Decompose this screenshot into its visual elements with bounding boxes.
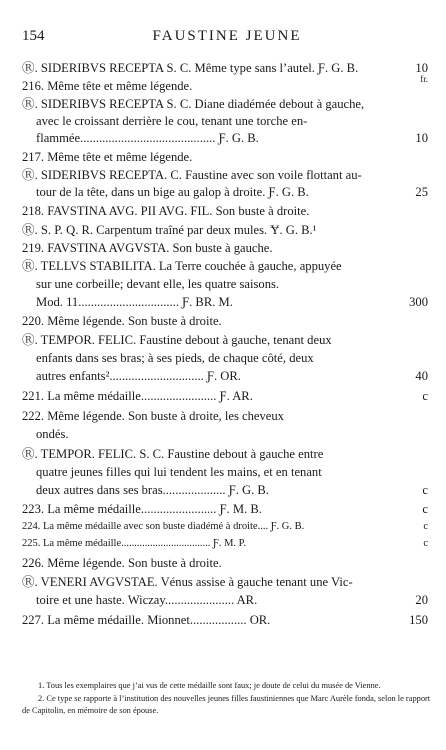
catalogue-line (22, 258, 432, 274)
entry-text: ondés. (36, 427, 69, 441)
entry-text: 219. FAVSTINA AVGVSTA. Son buste à gauche. (22, 241, 273, 255)
catalogue-line (22, 519, 432, 535)
entry-text: Ⓡ. SIDERIBVS RECEPTA. C. Faustine avec son voile flottant au- (22, 168, 362, 182)
catalogue-line (22, 167, 432, 183)
entry-text: deux autres dans ses bras.................... Ƒ. G. B. (36, 483, 269, 497)
catalogue-line (22, 592, 432, 608)
catalogue-line (22, 368, 432, 384)
catalogue-line (22, 78, 432, 94)
catalogue-line (22, 482, 432, 498)
catalogue-line (22, 60, 432, 76)
catalogue-line (22, 536, 432, 552)
price-value: c (422, 483, 428, 497)
catalogue-line (22, 130, 432, 146)
catalogue-line (22, 149, 432, 165)
entry-text: Ⓡ. SIDERIBVS RECEPTA S. C. Diane diadémée debout à gauche, (22, 97, 365, 111)
entry-text: Ⓡ. TEMPOR. FELIC. S. C. Faustine debout à gauche entre (22, 447, 324, 461)
catalogue-line (22, 574, 432, 590)
footnotes (22, 680, 432, 718)
price-value: c (423, 538, 428, 549)
entry-text: Ⓡ. TEMPOR. FELIC. Faustine debout à gauche, tenant deux (22, 333, 332, 347)
catalogue-line (22, 446, 432, 462)
catalogue-line (22, 426, 432, 442)
catalogue-line (22, 408, 432, 424)
catalogue-line (22, 222, 432, 238)
entry-text: toire et une haste. Wiczay...................... AR. (36, 593, 258, 607)
entry-text: autres enfants².............................. Ƒ. OR. (36, 369, 241, 383)
entry-text: 226. Même légende. Son buste à droite. (22, 556, 222, 570)
price-value: 20 (415, 593, 428, 607)
catalogue-line (22, 184, 432, 200)
price-value: c (422, 389, 428, 403)
catalogue-line (22, 113, 432, 129)
price-value: 10 (415, 131, 428, 145)
entry-text: 224. La même médaille avec son buste diadémé à droite.... Ƒ. G. B. (22, 521, 305, 532)
price-value: 300 (409, 295, 428, 309)
entry-text: tour de la tête, dans un bige au galop à droite. Ƒ. G. B. (36, 185, 309, 199)
entry-text: quatre jeunes filles qui lui tendent les mains, et en tenant (36, 465, 322, 479)
price-value: 150 (409, 613, 428, 627)
entry-text: 227. La même médaille. Mionnet.................. OR. (22, 613, 271, 627)
catalogue-line (22, 555, 432, 571)
entry-text: 223. La même médaille........................ Ƒ. M. B. (22, 502, 262, 516)
entry-text: sur une corbeille; devant elle, les quatre saisons. (36, 277, 280, 291)
entry-text: 217. Même tête et même légende. (22, 150, 193, 164)
price-value: 25 (415, 185, 428, 199)
entry-text: flammée........................................... Ƒ. G. B. (36, 131, 259, 145)
running-title: FAUSTINE JEUNE (152, 28, 302, 44)
entry-text: 221. La même médaille........................ Ƒ. AR. (22, 389, 253, 403)
entry-text: Mod. 11................................ Ƒ. BR. M. (36, 295, 233, 309)
catalogue-line (22, 276, 432, 292)
footnote: 2. Ce type se rapporte à l’institution des nouvelles jeunes filles faustiniennes que Marc Aurèle fonda, selon le rapport de Capitolin, en mémoire de son épouse. (22, 693, 431, 716)
entry-text: 218. FAVSTINA AVG. PII AVG. FIL. Son buste à droite. (22, 204, 310, 218)
catalogue-line (22, 501, 432, 517)
catalogue-line (22, 240, 432, 256)
entry-text: 220. Même légende. Son buste à droite. (22, 314, 222, 328)
entry-text: enfants dans ses bras; à ses pieds, de chaque côté, deux (36, 351, 314, 365)
price-column-label: fr. (420, 74, 428, 84)
footnote: 1. Tous les exemplaires que j’ai vus de cette médaille sont faux; je doute de celui du musée de Vienne. (38, 681, 381, 690)
catalogue-line (22, 612, 432, 628)
entry-text: Ⓡ. TELLVS STABILITA. La Terre couchée à gauche, appuyée (22, 259, 342, 273)
catalogue-line (22, 350, 432, 366)
catalogue-line (22, 388, 432, 404)
entry-text: Ⓡ. S. P. Q. R. Carpentum traîné par deux mules. Ɏ. G. B.¹ (22, 223, 317, 237)
catalogue-line (22, 313, 432, 329)
price-value: 10 (415, 61, 428, 75)
page-number: 154 (22, 28, 45, 44)
catalogue-line (22, 332, 432, 348)
price-value: 40 (415, 369, 428, 383)
catalogue-line (22, 294, 432, 310)
entry-text: Ⓡ. VENERI AVGVSTAE. Vénus assise à gauche tenant une Vic- (22, 575, 353, 589)
price-value: c (422, 502, 428, 516)
entry-text: 216. Même tête et même légende. (22, 79, 193, 93)
price-value: c (423, 521, 428, 532)
entry-text: 222. Même légende. Son buste à droite, les cheveux (22, 409, 284, 423)
entry-text: Ⓡ. SIDERIBVS RECEPTA S. C. Même type sans l’autel. Ƒ. G. B. (22, 61, 359, 75)
catalogue-line (22, 464, 432, 480)
entry-text: avec le croissant derrière le cou, tenant une torche en- (36, 114, 308, 128)
catalogue-line (22, 203, 432, 219)
catalogue-line (22, 96, 432, 112)
entry-text: 225. La même médaille.................................. Ƒ. M. P. (22, 538, 246, 549)
